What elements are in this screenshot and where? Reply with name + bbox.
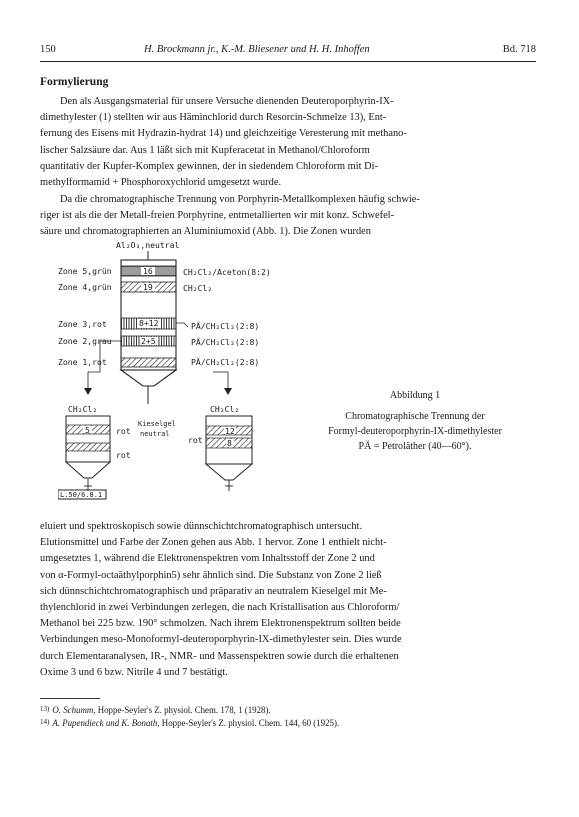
page-number: 150 xyxy=(40,44,56,55)
text-line: durch Elementaranalysen, IR-, NMR- und Massenspektren sowie durch die erhaltenen xyxy=(40,650,399,662)
left-band-1-color: rot xyxy=(116,426,131,436)
zone-4-number: 19 xyxy=(143,282,153,292)
text-line: eluiert und spektroskopisch sowie dünnschichtchromatographisch untersucht. xyxy=(40,521,363,532)
figure-caption xyxy=(305,388,525,454)
figure-code: L.50/6.8.1 xyxy=(60,491,103,499)
text-line: von α-Formyl-octaäthylporphin5) sehr ähnlich sind. Die Substanz von Zone 2 ließ xyxy=(40,569,382,581)
zone-2-label: Zone 2,grau xyxy=(58,336,112,346)
zone-5-label: Zone 5,grün xyxy=(58,266,112,276)
text-line: Da die chromatographische Trennung von Porphyrin-Metallkomplexen häufig schwie- xyxy=(60,194,420,205)
caption-line: Chromatographische Trennung der xyxy=(345,411,485,422)
chromatography-figure xyxy=(58,238,290,500)
right-column-eluent: CH₂Cl₂ xyxy=(210,404,240,414)
middle-label-line-1: Kieselgel xyxy=(138,420,176,428)
left-band-2-color: rot xyxy=(116,450,131,460)
zone-3-label: Zone 3,rot xyxy=(58,319,107,329)
zone-3-number: 8+12 xyxy=(139,318,159,328)
text-line: fernung des Eisens mit Hydrazin-hydrat 14) und gleichzeitige Veresterung mit methano- xyxy=(40,128,407,140)
right-column-color: rot xyxy=(188,435,203,445)
caption-line: PÄ = Petroläther (40—60°). xyxy=(358,441,472,452)
zone-1-eluent: PÄ/CH₂Cl₂(2:8) xyxy=(191,357,260,367)
footnote-number: 14) xyxy=(40,718,50,726)
text-line: umgesetztes 1, während die Elektronenspektren vom Inhaltsstoff der Zone 2 und xyxy=(40,553,375,565)
volume-number: Bd. 718 xyxy=(502,44,536,55)
left-subcolumn xyxy=(66,416,110,462)
left-column-eluent: CH₂Cl₂ xyxy=(68,404,98,414)
footnote-rule xyxy=(40,698,100,699)
caption-line: Formyl-deuteroporphyrin-IX-dimethylester xyxy=(328,426,502,437)
text-line: Den als Ausgangsmaterial für unsere Versuche dienenden Deuteroporphyrin-IX- xyxy=(60,96,394,107)
right-band-1-number: 12 xyxy=(225,426,235,436)
text-line: säure und chromatographierten an Aluminiumoxid (Abb. 1). Die Zonen wurden xyxy=(40,226,371,238)
footnote-13 xyxy=(40,703,540,716)
left-band-1-number: 5 xyxy=(85,425,90,435)
section-title: Formylierung xyxy=(40,76,109,88)
text-line: Methanol bei 225 bzw. 190° schmolzen. Nach ihrem Elektronenspektrum sollten beide xyxy=(40,618,401,630)
footnote-author: A. Papendieck und K. Bonath, xyxy=(52,718,160,728)
zone-3-eluent: PÄ/CH₂Cl₂(2:8) xyxy=(191,321,260,331)
zone-4-eluent: CH₂Cl₂ xyxy=(183,283,213,293)
text-line: lischer Salzsäure dar. Aus 1 läßt sich mit Kupferacetat in Methanol/Chloroform xyxy=(40,144,370,156)
column-funnel xyxy=(121,370,176,386)
text-line: riger ist als die der Metall-freien Porphyrine, entmetallierten wir mit konz. Schwefel- xyxy=(40,210,395,222)
footnote-text: Hoppe-Seyler's Z. physiol. Chem. 144, 60 (1925). xyxy=(161,718,340,728)
right-band-2-number: 8 xyxy=(227,438,232,448)
footnote-text: Hoppe-Seyler's Z. physiol. Chem. 178, 1 (1928). xyxy=(97,705,271,715)
header-rule xyxy=(40,61,536,62)
main-column xyxy=(121,260,176,370)
footnote-author: O. Schumm, xyxy=(52,705,96,715)
paragraph-1 xyxy=(40,94,536,191)
zone-4-label: Zone 4,grün xyxy=(58,282,112,292)
text-line: sich dünnschichtchromatographisch und präparativ an neutralem Kieselgel mit Me- xyxy=(40,585,387,597)
footnote-number: 13) xyxy=(40,705,50,713)
paragraph-3 xyxy=(40,519,536,681)
zone-2-number: 2+5 xyxy=(141,336,156,346)
left-band-2 xyxy=(66,443,110,451)
zone-2-eluent: PÄ/CH₂Cl₂(2:8) xyxy=(191,337,260,347)
column-top-label: Al₂O₃,neutral xyxy=(116,240,180,250)
footnote-14 xyxy=(40,716,540,729)
text-line: Oxime 3 und 6 bzw. Nitrile 4 und 7 bestätigt. xyxy=(40,666,228,678)
chromatography-diagram xyxy=(58,238,290,500)
zone-5-eluent: CH₂Cl₂/Aceton(8:2) xyxy=(183,267,271,277)
middle-label-line-2: neutral xyxy=(140,430,170,438)
text-line: thylenchlorid in zwei Verbindungen zerlegen, die nach Kristallisation aus Chloroform/ xyxy=(40,602,400,614)
zone-1-band xyxy=(121,358,176,367)
zone-5-number: 16 xyxy=(143,266,153,276)
running-header-authors: H. Brockmann jr., K.-M. Bliesener und H. H. Inhoffen xyxy=(144,44,370,55)
text-line: Elutionsmittel und Farbe der Zonen gehen aus Abb. 1 hervor. Zone 1 enthielt nicht- xyxy=(40,537,387,549)
running-header xyxy=(40,44,536,60)
text-line: dimethylester (1) stellten wir aus Häminchlorid durch Resorcin-Schmelze 13), Ent- xyxy=(40,112,387,124)
text-line: methylformamid + Phosphoroxychlorid umgesetzt wurde. xyxy=(40,177,282,189)
zone-1-label: Zone 1,rot xyxy=(58,357,107,367)
text-line: quantitativ der Kupfer-Komplex gewinnen, der in siedendem Chloroform mit Di- xyxy=(40,160,378,172)
text-line: Verbindungen meso-Monoformyl-deuteroporphyrin-IX-dimethylester sein. Dies wurde xyxy=(40,634,402,646)
caption-title: Abbildung 1 xyxy=(389,390,441,401)
paragraph-2 xyxy=(40,192,536,241)
